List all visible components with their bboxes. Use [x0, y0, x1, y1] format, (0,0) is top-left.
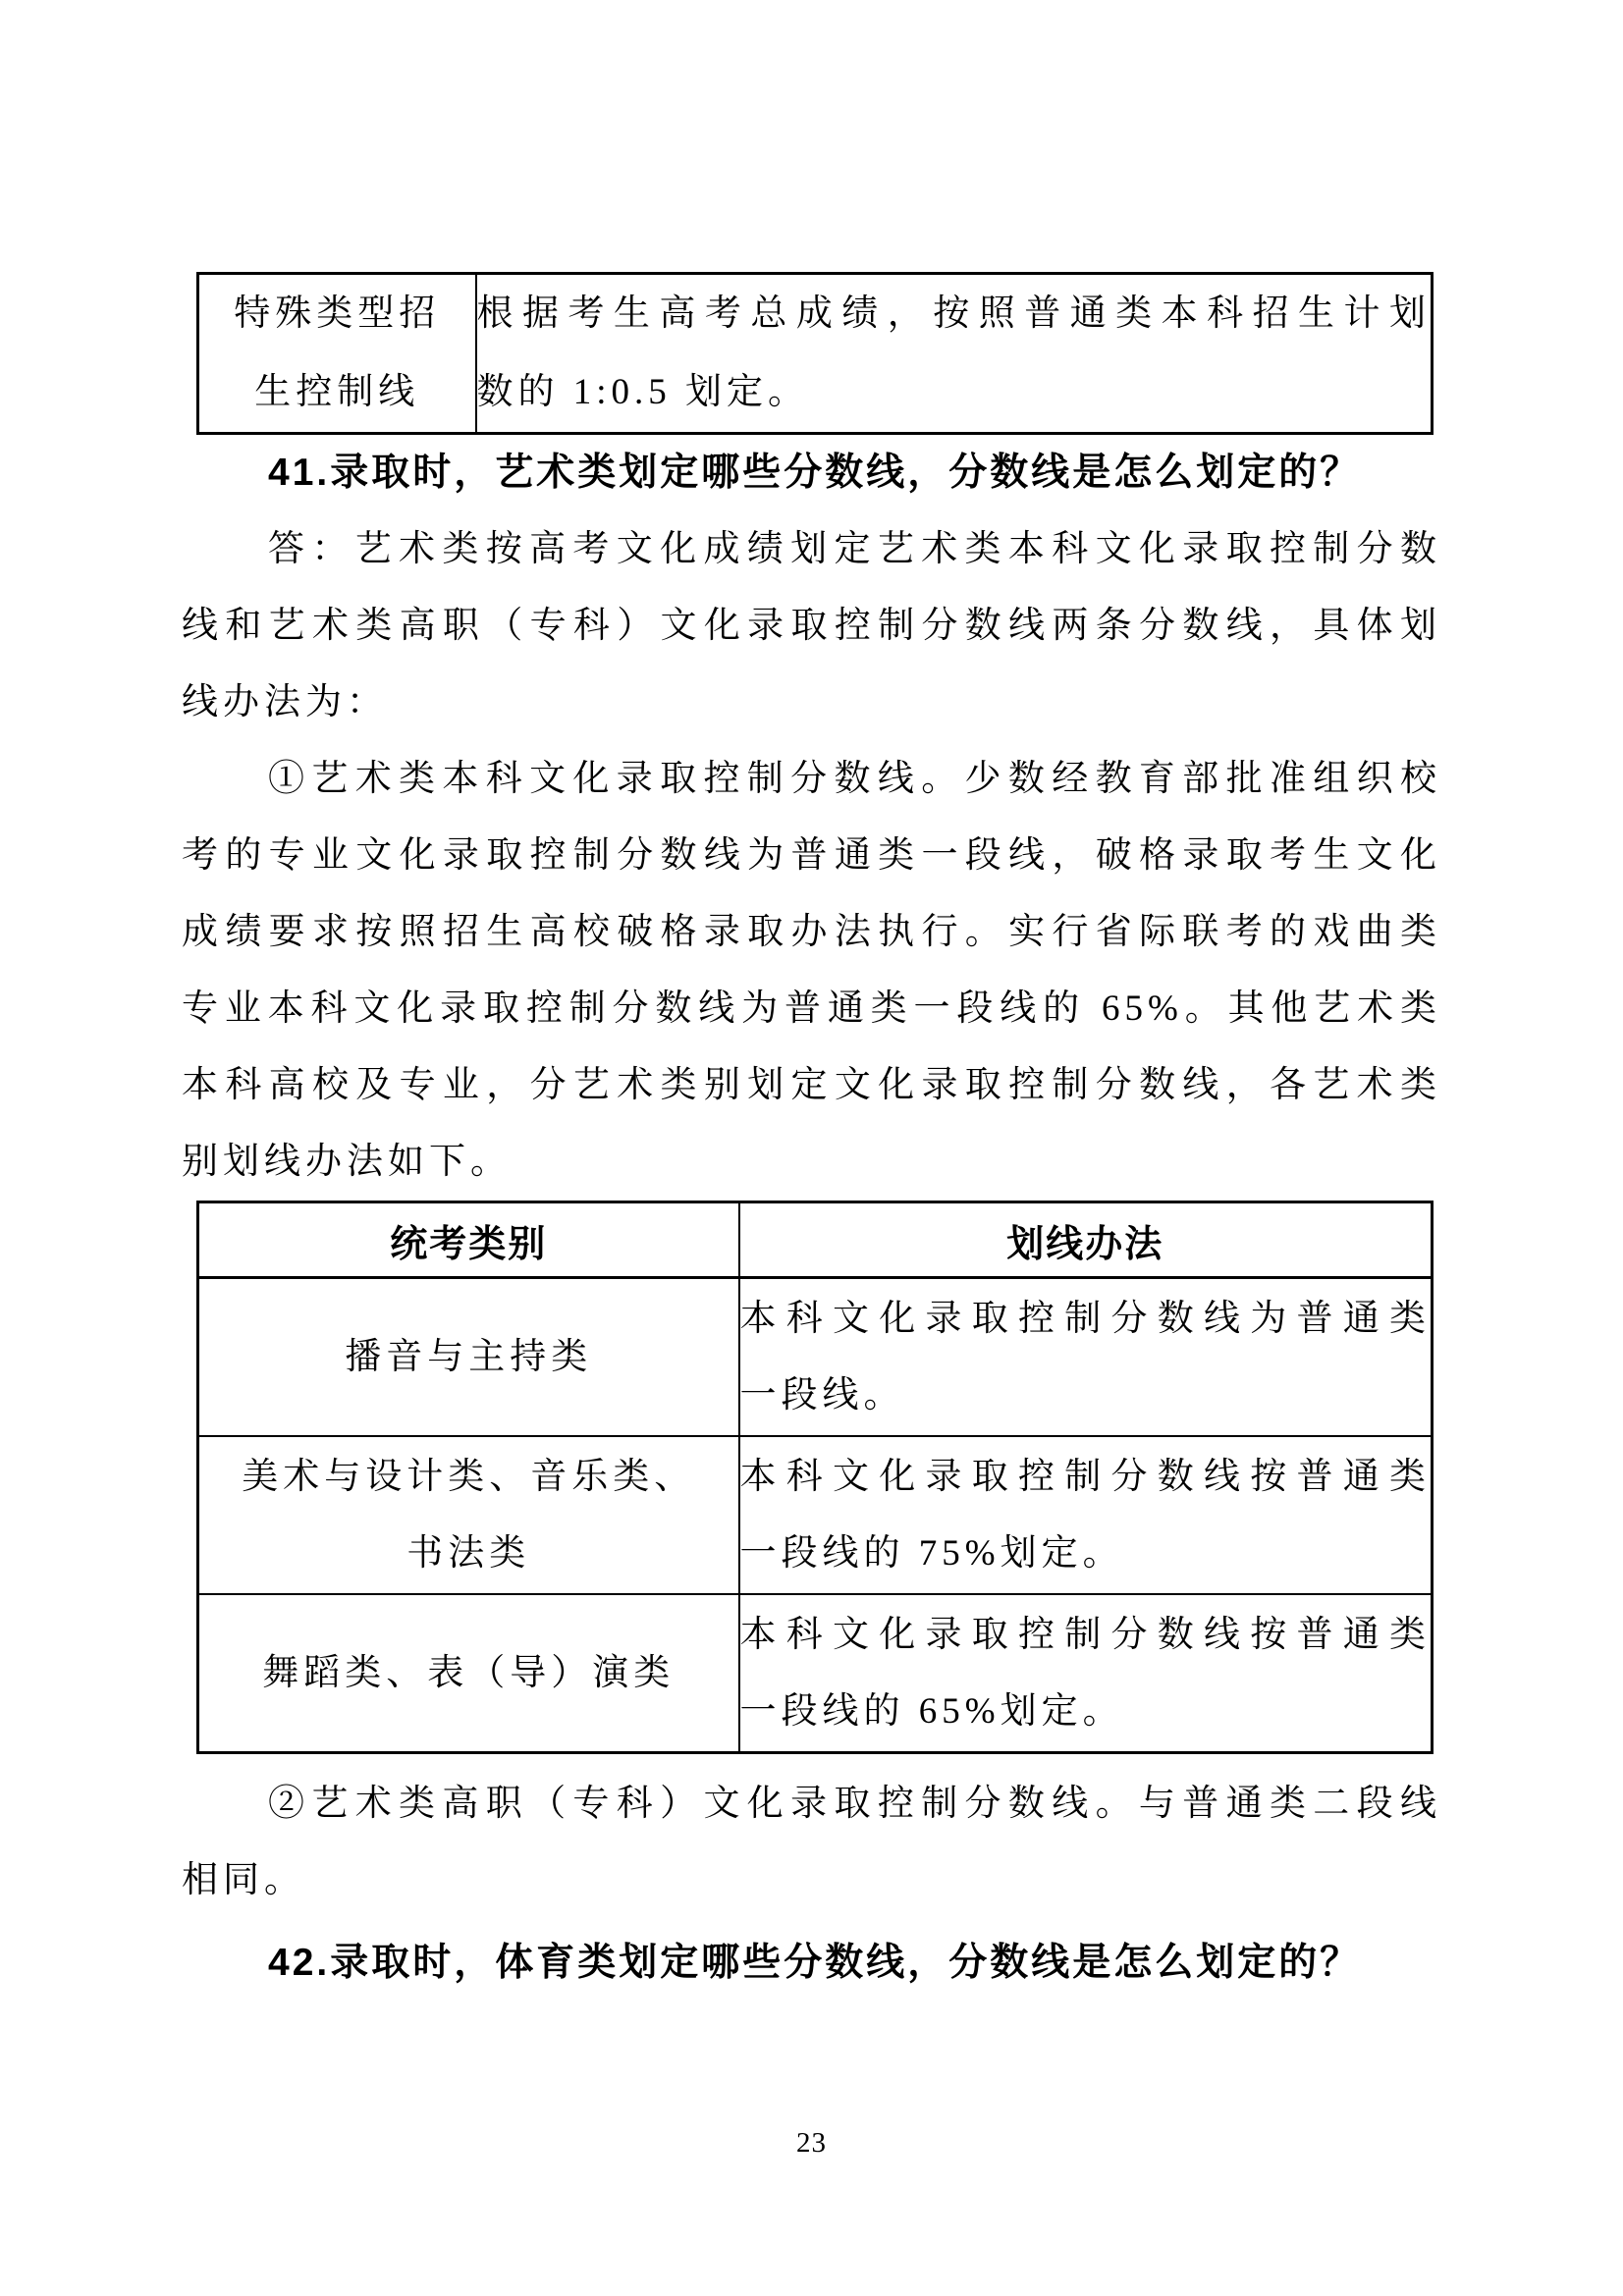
text-line: 本科高校及专业，分艺术类别划定文化录取控制分数线，各艺术类 [182, 1065, 1441, 1105]
text-line: 答：艺术类按高考文化成绩划定艺术类本科文化录取控制分数 [268, 529, 1441, 569]
special-line-label-cell [198, 274, 476, 434]
question-42-heading: 42.录取时，体育类划定哪些分数线，分数线是怎么划定的？ [268, 1942, 1362, 1984]
table-row [198, 1436, 1433, 1594]
text-line: 本科文化录取控制分数线按普通类 [739, 1614, 1431, 1655]
text-line: 别划线办法如下。 [182, 1142, 512, 1182]
method-cell-art-music-calligraphy [739, 1436, 1433, 1594]
special-line-method-cell [476, 274, 1433, 434]
table-row [198, 1594, 1433, 1753]
page-number: 23 [796, 2127, 827, 2159]
table-header-row [198, 1202, 1433, 1278]
text-line: 一段线的 65%划定。 [739, 1690, 1124, 1732]
text-line: 播音与主持类 [345, 1336, 593, 1377]
question-41-heading: 41.录取时，艺术类划定哪些分数线，分数线是怎么划定的？ [268, 452, 1362, 494]
column-header-exam-category: 统考类别 [198, 1202, 739, 1278]
q41-point2-paragraph [182, 1766, 1441, 1919]
text-line: 相同。 [182, 1860, 305, 1900]
table-row [198, 1278, 1433, 1437]
text-line: 生控制线 [254, 372, 420, 412]
text-line: 特殊类型招 [234, 294, 441, 334]
category-cell-dance-performance [198, 1594, 739, 1753]
special-type-control-line-table [196, 272, 1434, 435]
text-line: 一段线的 75%划定。 [739, 1532, 1124, 1574]
q41-answer-paragraph [182, 511, 1441, 741]
text-line: 线和艺术类高职（专科）文化录取控制分数线两条分数线，具体划 [182, 606, 1441, 646]
text-line: 本科文化录取控制分数线按普通类 [739, 1456, 1431, 1497]
table-row [198, 274, 1433, 434]
art-score-line-table [196, 1201, 1434, 1754]
text-line: 舞蹈类、表（导）演类 [262, 1652, 676, 1693]
text-line: 本科文化录取控制分数线为普通类 [739, 1298, 1431, 1339]
column-header-line-method: 划线办法 [739, 1202, 1433, 1278]
text-line: 专业本科文化录取控制分数线为普通类一段线的 65%。其他艺术类 [182, 988, 1441, 1029]
method-cell-dance-performance [739, 1594, 1433, 1753]
text-line: ①艺术类本科文化录取控制分数线。少数经教育部批准组织校 [268, 759, 1441, 799]
category-cell-art-music-calligraphy [198, 1436, 739, 1594]
q41-point1-paragraph [182, 741, 1441, 1201]
text-line: 美术与设计类、音乐类、 [242, 1456, 696, 1497]
text-line: 线办法为： [182, 682, 388, 722]
text-line: 考的专业文化录取控制分数线为普通类一段线，破格录取考生文化 [182, 835, 1441, 876]
text-line: 书法类 [406, 1532, 531, 1574]
category-cell-broadcast-hosting [198, 1278, 739, 1437]
text-line: 根据考生高考总成绩，按照普通类本科招生计划 [476, 294, 1431, 334]
text-line: ②艺术类高职（专科）文化录取控制分数线。与普通类二段线 [268, 1784, 1441, 1824]
text-line: 一段线。 [739, 1374, 905, 1415]
text-line: 成绩要求按照招生高校破格录取办法执行。实行省际联考的戏曲类 [182, 912, 1441, 952]
text-line: 数的 1:0.5 划定。 [476, 372, 810, 412]
method-cell-broadcast-hosting [739, 1278, 1433, 1437]
